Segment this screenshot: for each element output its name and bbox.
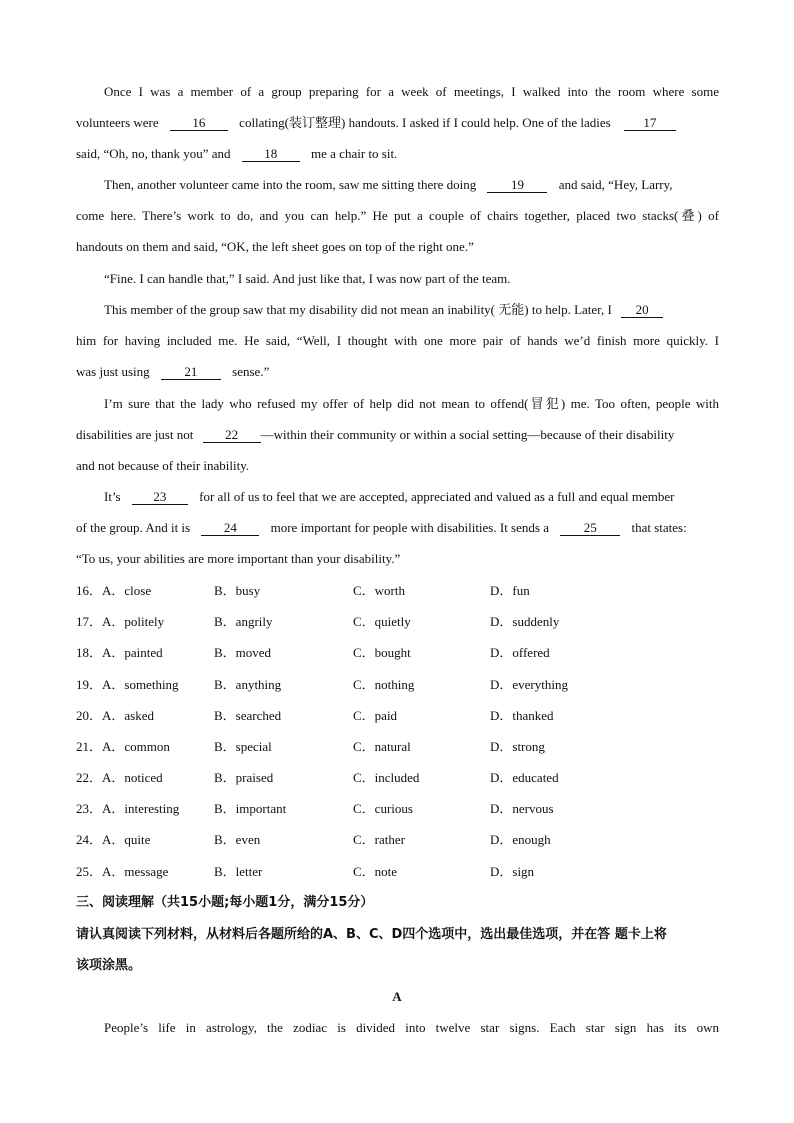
text-segment: volunteers were: [76, 115, 159, 130]
option-c: C．rather: [353, 832, 405, 847]
option-b: B．anything: [214, 677, 282, 692]
option-d: D．enough: [490, 832, 551, 847]
option-b: B．praised: [214, 770, 274, 785]
option-b: B．searched: [214, 708, 282, 723]
option-c: C．curious: [353, 801, 413, 816]
section-heading: 三、阅读理解（共15小题;每小题1分，满分15分）: [76, 895, 374, 910]
blank-20: 20: [621, 303, 663, 318]
blank-18: 18: [242, 147, 300, 162]
option-a: 22．A．noticed: [76, 770, 163, 785]
blank-21: 21: [161, 365, 221, 380]
text-segment: disabilities are just not: [76, 427, 194, 442]
option-c: C．natural: [353, 739, 411, 754]
passage-line: [76, 427, 719, 443]
passage-line: People’s life in astrology, the zodiac is divided into twelve star signs. Each star sign has its own: [104, 1020, 719, 1035]
text-segment: and said, “Hey, Larry,: [558, 177, 673, 192]
option-b: B．even: [214, 832, 261, 847]
text-segment: me a chair to sit.: [311, 146, 398, 161]
option-d: D．offered: [490, 645, 550, 660]
passage-line: [76, 364, 719, 380]
text-segment: said, “Oh, no, thank you” and: [76, 146, 231, 161]
blank-22: 22: [203, 428, 261, 443]
blank-25: 25: [560, 521, 620, 536]
passage-line: [76, 115, 719, 131]
passage-line: him for having included me. He said, “Well, I thought with one more pair of hands we’d finish more quickly. I: [76, 333, 719, 348]
passage-line: [104, 302, 719, 318]
passage-line: [104, 489, 719, 505]
option-a: 16．A．close: [76, 583, 152, 598]
option-d: D．everything: [490, 677, 568, 692]
text-segment: collating(装订整理) handouts. I asked if I could help. One of the ladies: [239, 115, 611, 130]
option-a: 17．A．politely: [76, 614, 165, 629]
option-d: D．thanked: [490, 708, 554, 723]
option-b: B．angrily: [214, 614, 273, 629]
passage-line: “Fine. I can handle that,” I said. And just like that, I was now part of the team.: [104, 271, 511, 286]
text-segment: more important for people with disabilities. It sends a: [270, 520, 549, 535]
option-a: 23．A．interesting: [76, 801, 180, 816]
text-segment: of the group. And it is: [76, 520, 191, 535]
passage-line: Once I was a member of a group preparing for a week of meetings, I walked into the room where some: [104, 84, 719, 99]
blank-19: 19: [487, 178, 547, 193]
option-a: 24．A．quite: [76, 832, 151, 847]
option-d: D．suddenly: [490, 614, 560, 629]
option-d: D．nervous: [490, 801, 554, 816]
option-d: D．fun: [490, 583, 530, 598]
option-c: C．bought: [353, 645, 411, 660]
text-segment: Then, another volunteer came into the room, saw me sitting there doing: [104, 177, 477, 192]
option-b: B．busy: [214, 583, 261, 598]
text-segment: was just using: [76, 364, 150, 379]
section-instructions-cont: 该项涂黑。: [76, 958, 142, 973]
text-segment: sense.”: [232, 364, 270, 379]
text-segment: —within their community or within a social setting—because of their disability: [260, 427, 675, 442]
option-b: B．moved: [214, 645, 272, 660]
option-b: B．special: [214, 739, 272, 754]
blank-24: 24: [201, 521, 259, 536]
passage-line: and not because of their inability.: [76, 458, 250, 473]
option-d: D．sign: [490, 864, 535, 879]
section-instructions: 请认真阅读下列材料，从材料后各题所给的A、B、C、D四个选项中，选出最佳选项，并在答 题卡上将: [76, 927, 667, 942]
passage-line: [76, 146, 719, 162]
text-segment: for all of us to feel that we are accepted, appreciated and valued as a full and equal member: [199, 489, 675, 504]
option-c: C．worth: [353, 583, 406, 598]
blank-16: 16: [170, 116, 228, 131]
option-a: 19．A．something: [76, 677, 179, 692]
option-a: 20．A．asked: [76, 708, 154, 723]
option-d: D．strong: [490, 739, 545, 754]
blank-23: 23: [132, 490, 188, 505]
passage-label: A: [392, 989, 402, 1004]
option-c: C．note: [353, 864, 398, 879]
option-a: 25．A．message: [76, 864, 169, 879]
option-c: C．nothing: [353, 677, 415, 692]
passage-line: [76, 520, 719, 536]
option-c: C．quietly: [353, 614, 411, 629]
text-segment: that states:: [631, 520, 687, 535]
passage-line: come here. There’s work to do, and you can help.” He put a couple of chairs together, placed two stacks(叠) of: [76, 208, 719, 223]
option-b: B．letter: [214, 864, 263, 879]
text-segment: It’s: [104, 489, 121, 504]
option-c: C．paid: [353, 708, 398, 723]
passage-line: I’m sure that the lady who refused my offer of help did not mean to offend(冒犯) me. Too often, people with: [104, 396, 719, 411]
passage-line: “To us, your abilities are more important than your disability.”: [76, 551, 401, 566]
option-c: C．included: [353, 770, 420, 785]
option-a: 18．A．painted: [76, 645, 163, 660]
option-b: B．important: [214, 801, 287, 816]
blank-17: 17: [624, 116, 676, 131]
passage-line: handouts on them and said, “OK, the left sheet goes on top of the right one.”: [76, 239, 474, 254]
option-a: 21．A．common: [76, 739, 170, 754]
option-d: D．educated: [490, 770, 559, 785]
text-segment: This member of the group saw that my disability did not mean an inability( 无能) to help. Later, I: [104, 302, 612, 317]
passage-line: [104, 177, 719, 193]
